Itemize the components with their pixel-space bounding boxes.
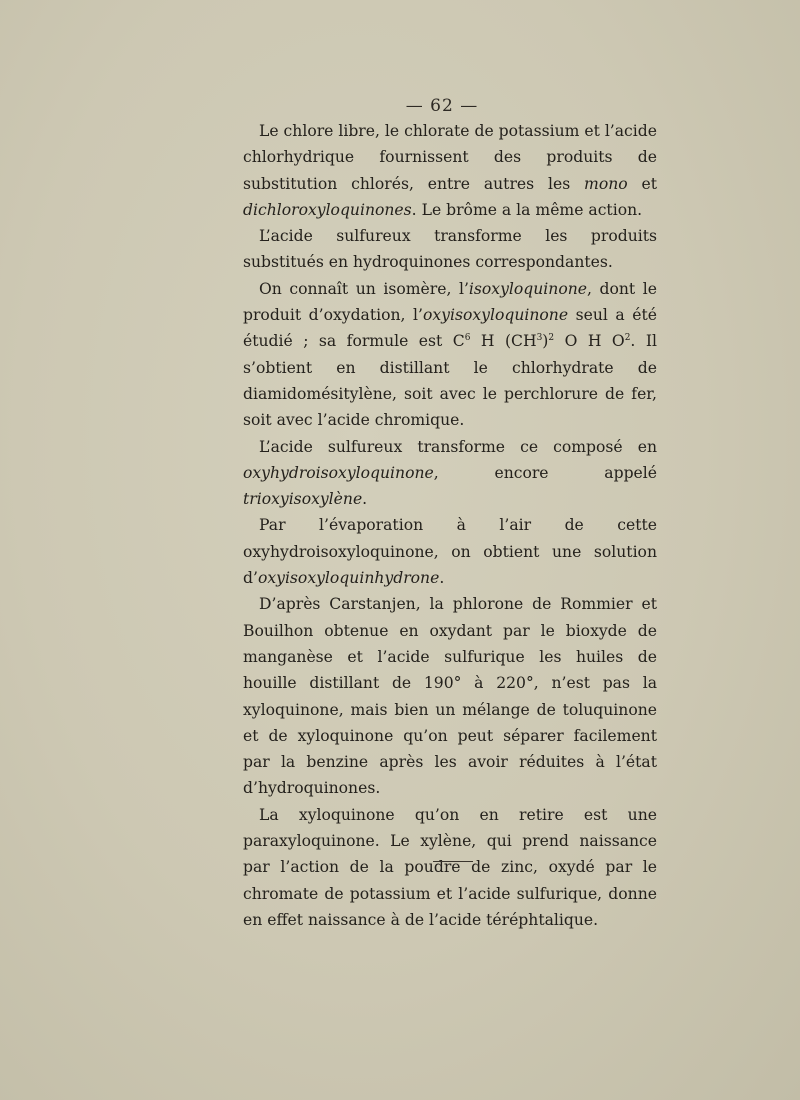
italic-term: dichloroxyloquinones: [243, 200, 412, 219]
text-run: . Le brôme a la même action.: [411, 200, 643, 219]
superscript: 6: [464, 333, 471, 344]
italic-term: mono: [584, 174, 628, 193]
text-run: et: [627, 174, 657, 193]
italic-term: oxyisoxyloquinhydrone: [257, 569, 440, 588]
section-divider: [433, 861, 473, 862]
italic-term: oxyisoxyloquinone: [423, 306, 569, 325]
text-run: . Il s’obtient en distillant le chlorhydrate de diamidomésitylène, soit avec le perchlorure de fer, soit avec l’acide chromique.: [243, 332, 657, 430]
text-run: L’acide sulfureux transforme les produits substitués en hydroquinones correspondantes.: [243, 227, 657, 272]
text-run: H (CH: [470, 332, 537, 351]
text-run: , dont le produit d’oxydation, l’: [243, 279, 657, 325]
text-run: .: [362, 490, 368, 509]
superscript: 3: [536, 333, 543, 344]
text-run: seul a été étudié ; sa formule est C: [243, 306, 657, 351]
italic-term: trioxyisoxylène: [243, 490, 363, 509]
text-run: La xyloquinone qu’on en retire est une paraxyloquinone. Le xylène, qui prend naissance par l’action de la poudre de zinc, oxydé par le chromate de potassium et l’acide sulfurique, donne en effet naissance à de l’acide téréphtalique.: [243, 805, 657, 929]
italic-term: oxyhydroisoxyloquinone: [243, 463, 434, 482]
italic-term: isoxyloquinone: [468, 279, 587, 298]
text-run: Par l’évaporation à l’air de cette oxyhydroisoxyloquinone, on obtient une solution d’: [243, 516, 657, 588]
paragraph: [243, 276, 657, 434]
text-run: On connaît un isomère, l’: [259, 279, 469, 298]
page-number: — 62 —: [405, 96, 479, 116]
paragraph: [243, 512, 657, 591]
paragraph: [243, 118, 657, 223]
body-text: [243, 118, 657, 933]
text-run: D’après Carstanjen, la phlorone de Rommier et Bouilhon obtenue en oxydant par le bioxyde de manganèse et l’acide sulfurique les huiles de houille distillant de 190° à 220°, n’est pas la xyloquinone, mais bien un mélange de toluquinone et de xyloquinone qu’on peut séparer facilement par la benzine après les avoir réduites à l’état d’hydroquinones.: [243, 595, 657, 798]
paragraph: [243, 802, 657, 933]
paragraph: [243, 591, 657, 801]
paragraph: [243, 223, 657, 276]
text-run: Le chlore libre, le chlorate de potassium et l’acide chlorhydrique fournissent des produits de substitution chlorés, entre autres les: [243, 122, 657, 193]
text-run: , encore appelé: [433, 463, 657, 482]
paragraph: [243, 434, 657, 513]
text-run: .: [439, 569, 445, 588]
text-run: L’acide sulfureux transforme ce composé en: [259, 437, 657, 456]
text-run: O H O: [554, 332, 625, 351]
superscript: 2: [548, 333, 555, 344]
superscript: 2: [624, 333, 631, 344]
text-run: ): [542, 332, 549, 351]
